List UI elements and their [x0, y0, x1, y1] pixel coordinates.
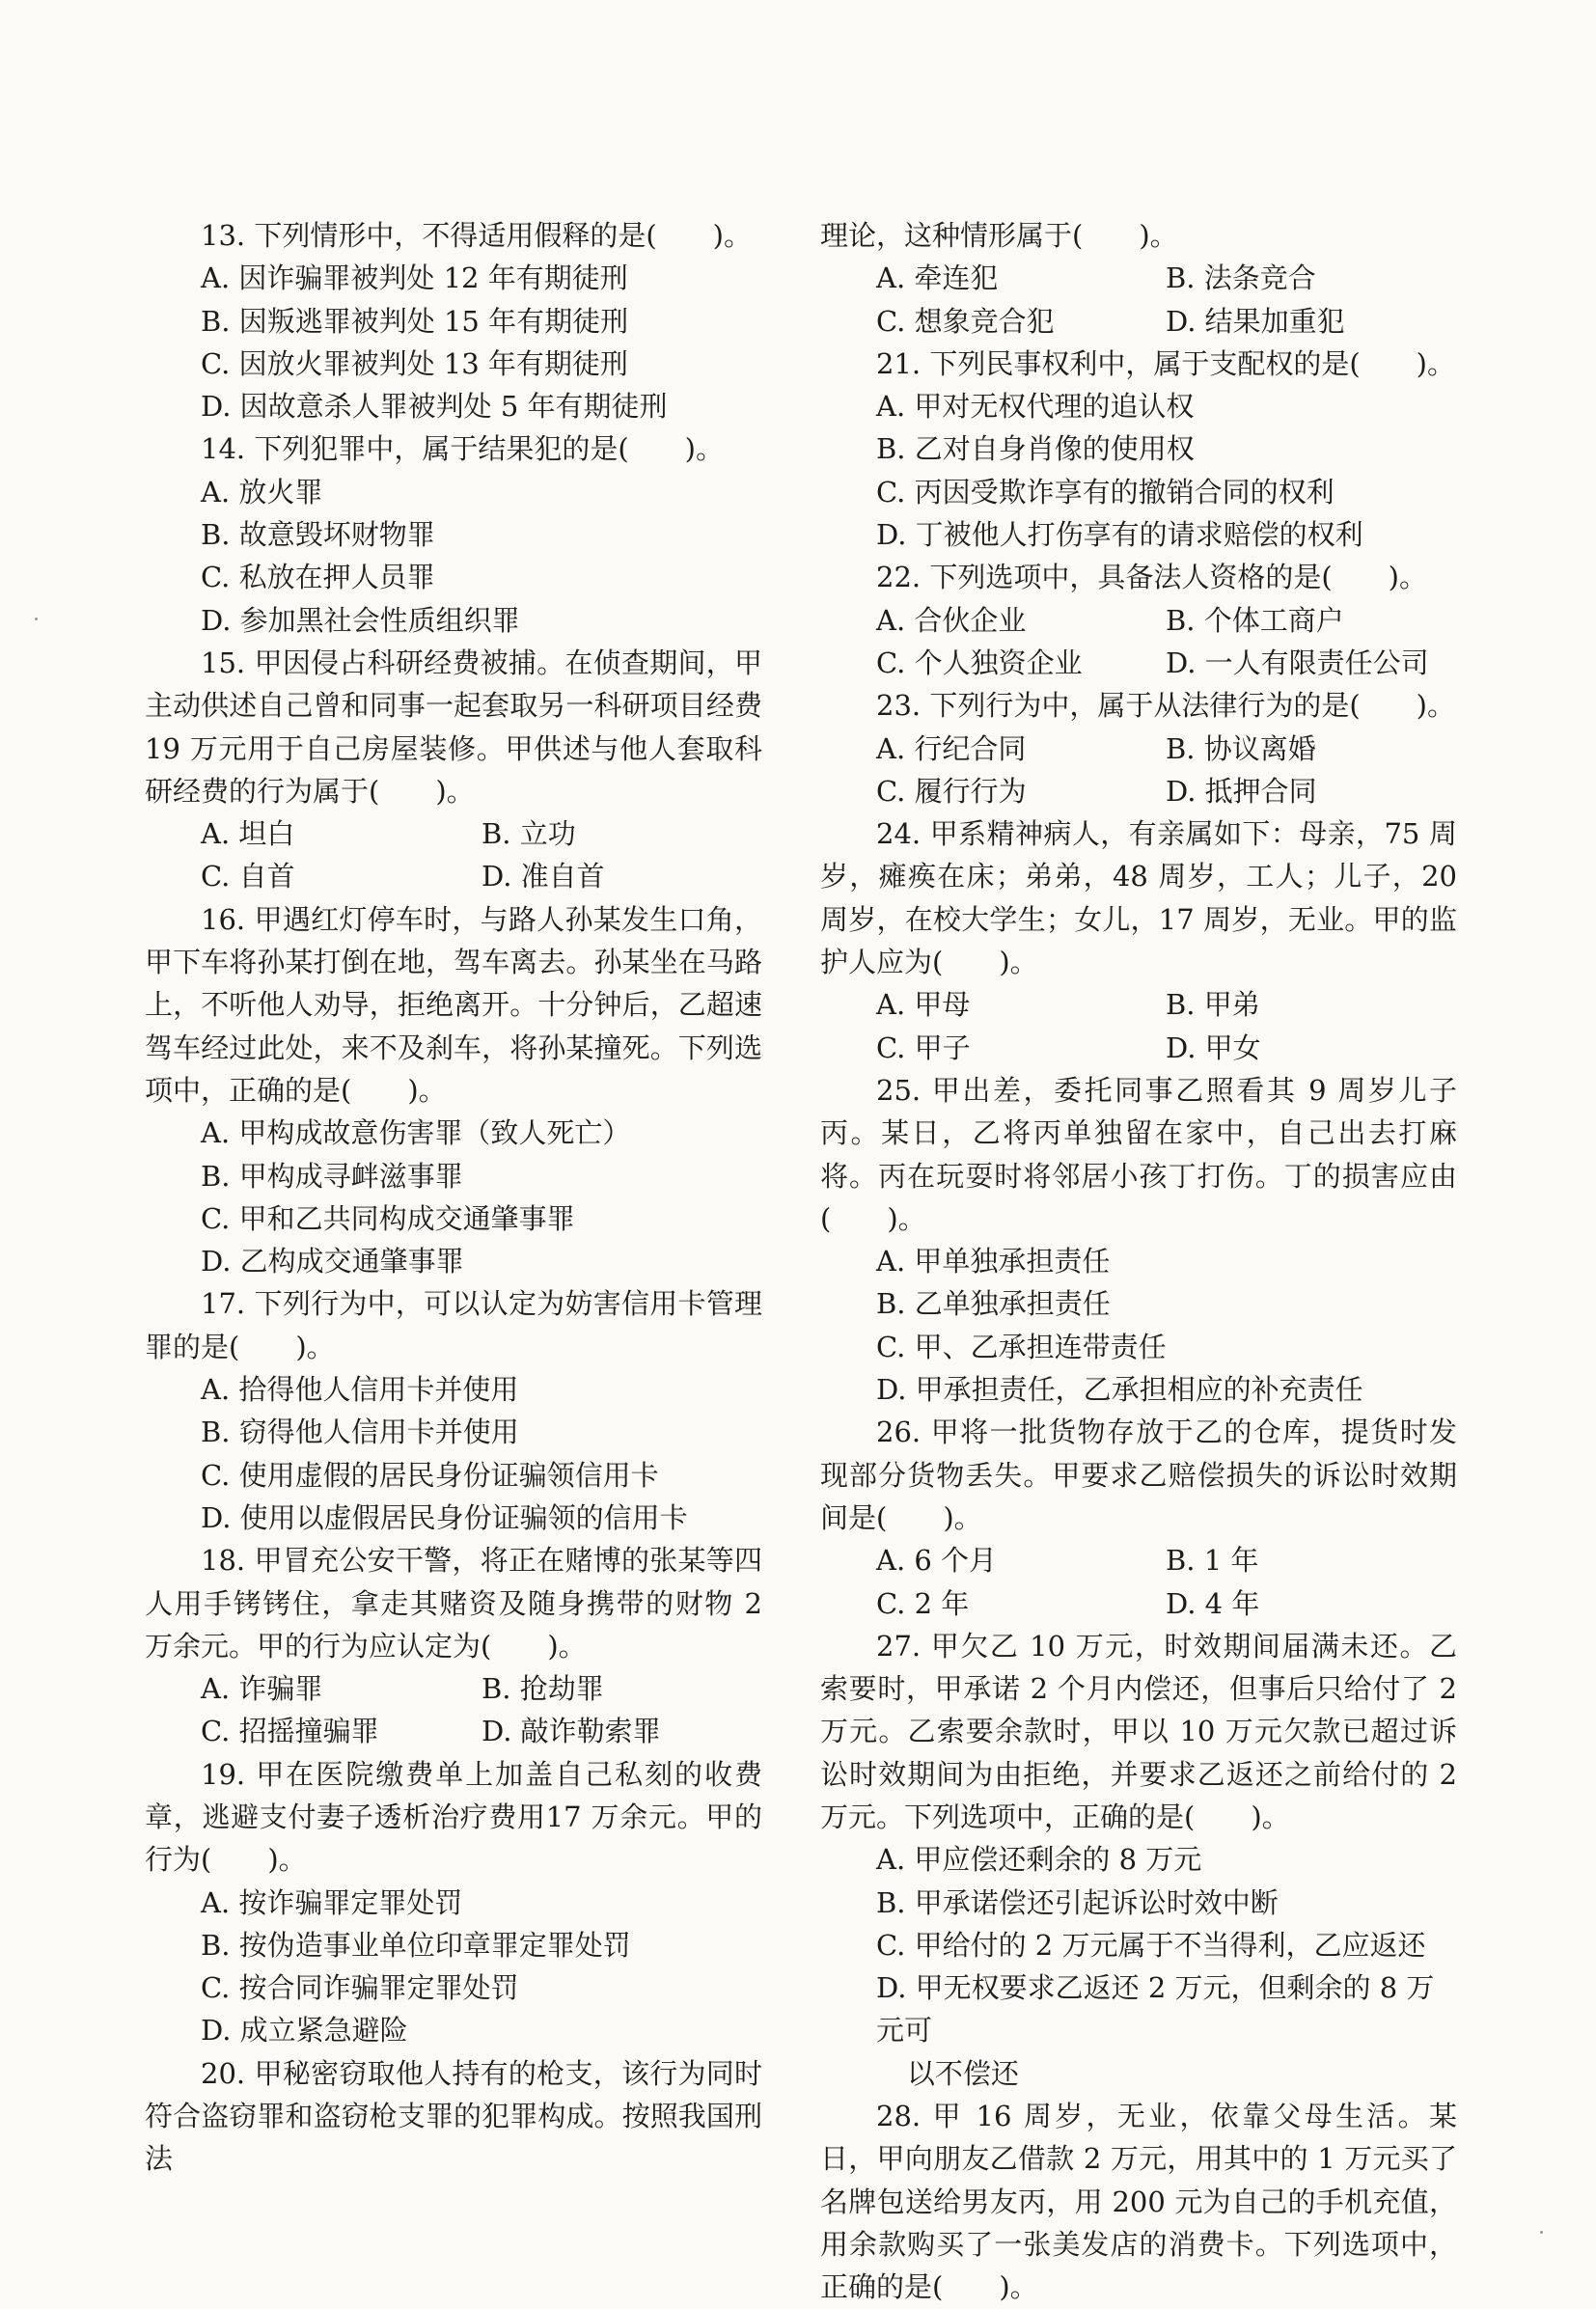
question-18-option-d: D. 敲诈勒索罪	[482, 1715, 661, 1748]
question-26-option-a: A. 6 个月	[876, 1544, 998, 1578]
question-25-stem: 25. 甲出差，委托同事乙照看其 9 周岁儿子丙。某日，乙将丙单独留在家中，自己出去打麻将。丙在玩耍时将邻居小孩丁打伤。丁的损害应由( )。	[820, 1073, 1457, 1235]
question-27-option-b: B. 甲承诺偿还引起诉讼时效中断	[876, 1885, 1279, 1919]
question-13-option-d: D. 因故意杀人罪被判处 5 年有期徒刑	[201, 390, 668, 424]
question-17-option-d: D. 使用以虚假居民身份证骗领的信用卡	[201, 1500, 688, 1534]
question-22-option-b: B. 个体工商户	[1166, 603, 1344, 637]
question-20-options-row-1	[820, 257, 1457, 299]
right-column	[820, 214, 1457, 2309]
question-20-option-a: A. 牵连犯	[876, 261, 999, 295]
question-18-stem: 18. 甲冒充公安干警，将正在赌博的张某等四人用手铐铐住，拿走其赌资及随身携带的财物 2 万余元。甲的行为应认定为( )。	[145, 1544, 762, 1663]
question-14-option-c: C. 私放在押人员罪	[201, 561, 435, 594]
question-23-options-row-1	[820, 728, 1457, 770]
question-22-options-row-1	[820, 599, 1457, 642]
question-23-option-a: A. 行纪合同	[876, 731, 1027, 765]
question-28-stem: 28. 甲 16 周岁，无业，依靠父母生活。某日，甲向朋友乙借款 2 万元，用其中的 1 万元买了名牌包送给男友丙，用 200 元为自己的手机充值，用余款购买了一张美发店的消费卡。下列选项中，正确的是( )。	[820, 2100, 1457, 2304]
question-25-option-d: D. 甲承担责任，乙承担相应的补充责任	[876, 1373, 1363, 1407]
question-22-option-d: D. 一人有限责任公司	[1166, 646, 1429, 679]
question-15-option-a: A. 坦白	[201, 817, 295, 851]
question-26-option-b: B. 1 年	[1166, 1544, 1259, 1578]
question-26-options-row-1	[820, 1539, 1457, 1581]
question-27-option-c: C. 甲给付的 2 万元属于不当得利，乙应返还	[876, 1928, 1426, 1962]
question-23-option-b: B. 协议离婚	[1166, 731, 1316, 765]
question-25-option-a: A. 甲单独承担责任	[876, 1245, 1111, 1278]
question-25-option-b: B. 乙单独承担责任	[876, 1287, 1111, 1321]
question-22-option-c: C. 个人独资企业	[876, 646, 1083, 679]
scan-speck	[35, 618, 38, 620]
question-24-option-a: A. 甲母	[876, 988, 971, 1022]
question-21-stem: 21. 下列民事权利中，属于支配权的是( )。	[876, 346, 1455, 380]
question-21-option-a: A. 甲对无权代理的追认权	[876, 390, 1195, 424]
question-24-option-b: B. 甲弟	[1166, 988, 1260, 1022]
question-16-stem: 16. 甲遇红灯停车时，与路人孙某发生口角，甲下车将孙某打倒在地，驾车离去。孙某坐在马路上，不听他人劝导，拒绝离开。十分钟后，乙超速驾车经过此处，来不及刹车，将孙某撞死。下列选项中，正确的是( )。	[145, 902, 762, 1107]
question-18-option-a: A. 诈骗罪	[201, 1672, 323, 1706]
question-22-options-row-2	[820, 642, 1457, 684]
question-16-option-a: A. 甲构成故意伤害罪（致人死亡）	[201, 1116, 631, 1150]
question-23-option-c: C. 履行行为	[876, 774, 1027, 808]
question-20-stem-continued: 理论，这种情形属于( )。	[820, 219, 1178, 252]
question-20-option-c: C. 想象竞合犯	[876, 304, 1055, 338]
question-17-stem: 17. 下列行为中，可以认定为妨害信用卡管理罪的是( )。	[145, 1287, 762, 1363]
question-21-option-c: C. 丙因受欺诈享有的撤销合同的权利	[876, 475, 1335, 509]
question-15-stem: 15. 甲因侵占科研经费被捕。在侦查期间，甲主动供述自己曾和同事一起套取另一科研项目经费 19 万元用于自己房屋装修。甲供述与他人套取科研经费的行为属于( )。	[145, 646, 762, 808]
question-27-stem: 27. 甲欠乙 10 万元，时效期间届满未还。乙索要时，甲承诺 2 个月内偿还，但事后只给付了 2 万元。乙索要余款时，甲以 10 万元欠款已超过诉讼时效期间为由拒绝，并要求乙返还之前给付的 2 万元。下列选项中，正确的是( )。	[820, 1629, 1457, 1833]
question-24-option-d: D. 甲女	[1166, 1031, 1261, 1064]
question-26-stem: 26. 甲将一批货物存放于乙的仓库，提货时发现部分货物丢失。甲要求乙赔偿损失的诉讼时效期间是( )。	[820, 1416, 1457, 1534]
question-17-option-a: A. 拾得他人信用卡并使用	[201, 1373, 519, 1407]
question-23-stem: 23. 下列行为中，属于从法律行为的是( )。	[876, 689, 1455, 723]
question-21-option-d: D. 丁被他人打伤享有的请求赔偿的权利	[876, 518, 1363, 552]
question-27-option-a: A. 甲应偿还剩余的 8 万元	[876, 1843, 1202, 1877]
question-18-options-row-1	[145, 1667, 762, 1710]
question-16-option-b: B. 甲构成寻衅滋事罪	[201, 1159, 463, 1193]
question-27-option-d-continued: 以不偿还	[906, 2056, 1019, 2090]
question-18-option-c: C. 招摇撞骗罪	[201, 1715, 379, 1748]
question-18-option-b: B. 抢劫罪	[482, 1672, 604, 1706]
question-20-options-row-2	[820, 300, 1457, 343]
question-22-option-a: A. 合伙企业	[876, 603, 1027, 637]
question-27-option-d: D. 甲无权要求乙返还 2 万元，但剩余的 8 万元可	[876, 1971, 1435, 2048]
question-18-options-row-2	[145, 1710, 762, 1752]
question-19-stem: 19. 甲在医院缴费单上加盖自己私刻的收费章，逃避支付妻子透析治疗费用17 万余元。甲的行为( )。	[145, 1757, 762, 1877]
question-20-option-d: D. 结果加重犯	[1166, 304, 1345, 338]
scan-speck	[1540, 2231, 1543, 2234]
question-13-stem: 13. 下列情形中，不得适用假释的是( )。	[201, 219, 752, 252]
question-26-option-c: C. 2 年	[876, 1586, 970, 1620]
question-19-option-d: D. 成立紧急避险	[201, 2014, 408, 2048]
question-23-option-d: D. 抵押合同	[1166, 774, 1317, 808]
question-17-option-b: B. 窃得他人信用卡并使用	[201, 1416, 519, 1449]
question-25-option-c: C. 甲、乙承担连带责任	[876, 1330, 1167, 1363]
question-15-options-row-1	[145, 812, 762, 855]
question-24-options-row-2	[820, 1027, 1457, 1069]
question-14-stem: 14. 下列犯罪中，属于结果犯的是( )。	[201, 432, 724, 466]
question-24-options-row-1	[820, 983, 1457, 1026]
question-26-option-d: D. 4 年	[1166, 1586, 1260, 1620]
question-16-option-c: C. 甲和乙共同构成交通肇事罪	[201, 1201, 575, 1235]
question-15-options-row-2	[145, 855, 762, 897]
question-15-option-d: D. 准自首	[482, 860, 605, 893]
question-15-option-c: C. 自首	[201, 860, 295, 893]
question-13-option-b: B. 因叛逃罪被判处 15 年有期徒刑	[201, 304, 629, 338]
question-14-option-a: A. 放火罪	[201, 475, 323, 509]
question-15-option-b: B. 立功	[482, 817, 576, 851]
question-24-stem: 24. 甲系精神病人，有亲属如下：母亲，75 周岁，瘫痪在床；弟弟，48 周岁，工人；儿子，20 周岁，在校大学生；女儿，17 周岁，无业。甲的监护人应为( )。	[820, 817, 1457, 979]
question-21-option-b: B. 乙对自身肖像的使用权	[876, 432, 1195, 466]
question-19-option-c: C. 按合同诈骗罪定罪处罚	[201, 1971, 519, 2005]
question-24-option-c: C. 甲子	[876, 1031, 971, 1064]
question-16-option-d: D. 乙构成交通肇事罪	[201, 1245, 464, 1278]
question-13-option-a: A. 因诈骗罪被判处 12 年有期徒刑	[201, 261, 628, 295]
question-23-options-row-2	[820, 770, 1457, 812]
question-19-option-a: A. 按诈骗罪定罪处罚	[201, 1885, 463, 1919]
question-17-option-c: C. 使用虚假的居民身份证骗领信用卡	[201, 1458, 659, 1492]
question-26-options-row-2	[820, 1582, 1457, 1625]
question-20-stem: 20. 甲秘密窃取他人持有的枪支，该行为同时符合盗窃罪和盗窃枪支罪的犯罪构成。按照我国刑法	[145, 2056, 762, 2176]
question-14-option-d: D. 参加黑社会性质组织罪	[201, 603, 520, 637]
left-column	[145, 214, 762, 2181]
question-22-stem: 22. 下列选项中，具备法人资格的是( )。	[876, 561, 1427, 594]
question-14-option-b: B. 故意毁坏财物罪	[201, 518, 435, 552]
question-13-option-c: C. 因放火罪被判处 13 年有期徒刑	[201, 346, 628, 380]
question-20-option-b: B. 法条竞合	[1166, 261, 1316, 295]
question-19-option-b: B. 按伪造事业单位印章罪定罪处罚	[201, 1928, 631, 1962]
